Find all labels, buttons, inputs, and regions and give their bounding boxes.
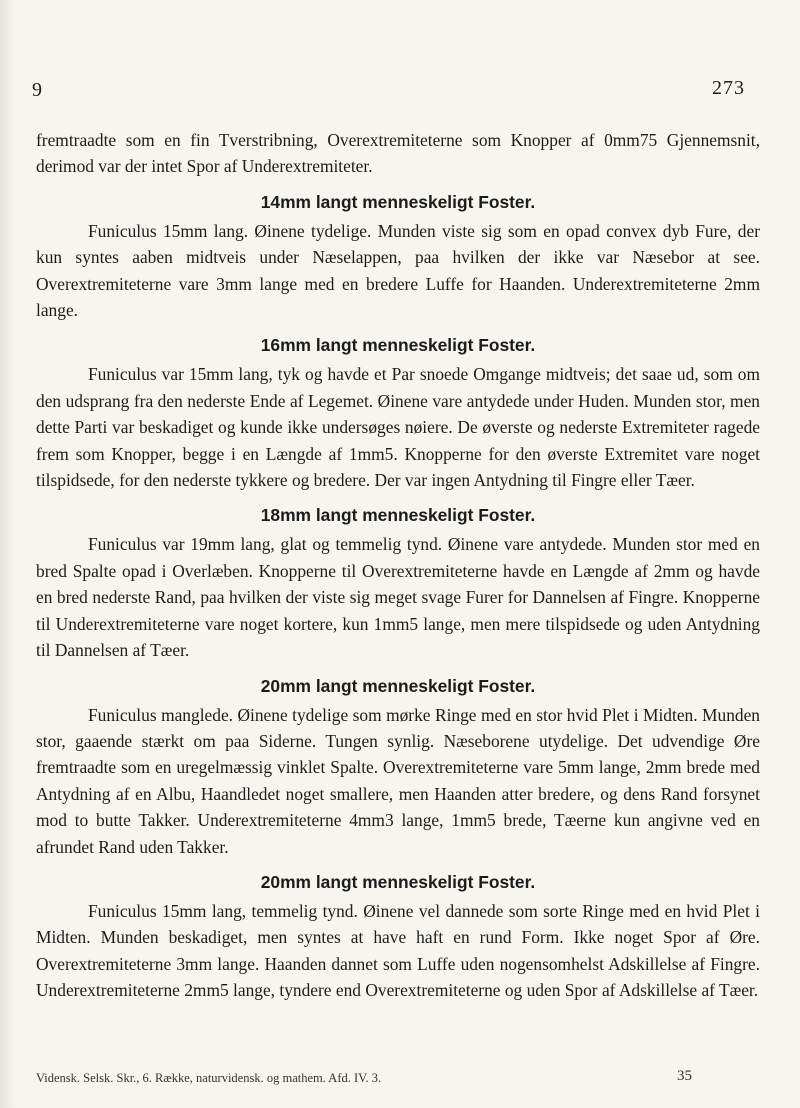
section-heading: 20mm langt menneskeligt Foster. xyxy=(260,871,536,892)
section-heading: 20mm langt menneskeligt Foster. xyxy=(260,675,536,696)
intro-paragraph: fremtraadte som en fin Tverstribning, Overextremiteterne som Knopper af 0mm75 Gjennemsnit, derimod var der intet Spor af Underextremiteter. xyxy=(36,130,760,177)
footer-citation: Vidensk. Selsk. Skr., 6. Række, naturvidensk. og mathem. Afd. IV. 3. xyxy=(36,1071,382,1085)
section-heading: 18mm langt menneskeligt Foster. xyxy=(260,505,536,526)
page-number: 273 xyxy=(712,77,745,99)
page-mark-left: 9 xyxy=(32,79,42,101)
section-paragraph: Funiculus var 15mm lang, tyk og havde et Par snoede Omgange midtveis; det saae ud, som om den udsprang fra den nederste Ende af Legemet. Øinene vare antydede under Huden. Munden stor, men dette Parti var beskadiget og kunde ikke undersøges nøiere. De øverste og nederste Extremiteter ragede frem som Knopper, begge i en Længde af 1mm5. Knopperne for den øverste Extremitet vare noget tilspidsede, for den nederste tykkere og bredere. Der var ingen Antydning til Fingre eller Tæer. xyxy=(36,364,760,491)
body-text xyxy=(36,127,760,1004)
section-heading: 14mm langt menneskeligt Foster. xyxy=(260,191,536,212)
page-edge xyxy=(0,0,16,1108)
section-paragraph: Funiculus manglede. Øinene tydelige som mørke Ringe med en stor hvid Plet i Midten. Munden stor, gaaende stærkt om paa Siderne. Tungen synlig. Næseborene utydelige. Det udvendige Øre fremtraadte som en uregelmæssig vinklet Spalte. Overextremiteterne vare 5mm lange, 2mm brede med Antydning af en Albu, Haandledet noget smallere, men Haanden atter bredere, og dens Rand forsynet mod to butte Takker. Underextremiteterne 4mm3 lange, 1mm5 brede, Tæerne kun angivne ved en afrundet Rand uden Takker. xyxy=(36,704,760,857)
signature-mark: 35 xyxy=(677,1068,692,1084)
section-heading: 16mm langt menneskeligt Foster. xyxy=(260,335,536,356)
section-paragraph: Funiculus 15mm lang. Øinene tydelige. Munden viste sig som en opad convex dyb Fure, der kun syntes aaben midtveis under Næselappen, paa hvilken der ikke var Næsebor at see. Overextremiteterne vare 3mm lange med en bredere Luffe for Haanden. Underextremiteterne 2mm lange. xyxy=(36,220,760,321)
page-footer xyxy=(36,1068,760,1086)
section-paragraph: Funiculus var 19mm lang, glat og temmelig tynd. Øinene vare antydede. Munden stor med en bred Spalte opad i Overlæben. Knopperne til Overextremiteterne havde en Længde af 2mm og havde en bred nederste Rand, paa hvilken der viste sig meget svage Furer for Dannelsen af Fingre. Knopperne til Underextremiteterne vare noget kortere, kun 1mm5 lange, men mere tilspidsede og uden Antydning til Dannelsen af Tæer. xyxy=(36,534,760,661)
section-paragraph: Funiculus 15mm lang, temmelig tynd. Øinene vel dannede som sorte Ringe med en hvid Plet i Midten. Munden beskadiget, men syntes at have haft en rund Form. Ikke noget Spor af Øre. Overextremiteterne 3mm lange. Haanden dannet som Luffe uden nogensomhelst Adskillelse af Fingre. Underextremiteterne 2mm5 lange, tyndere end Overextremiteterne og uden Spor af Adskillelse af Tæer. xyxy=(36,900,760,1001)
